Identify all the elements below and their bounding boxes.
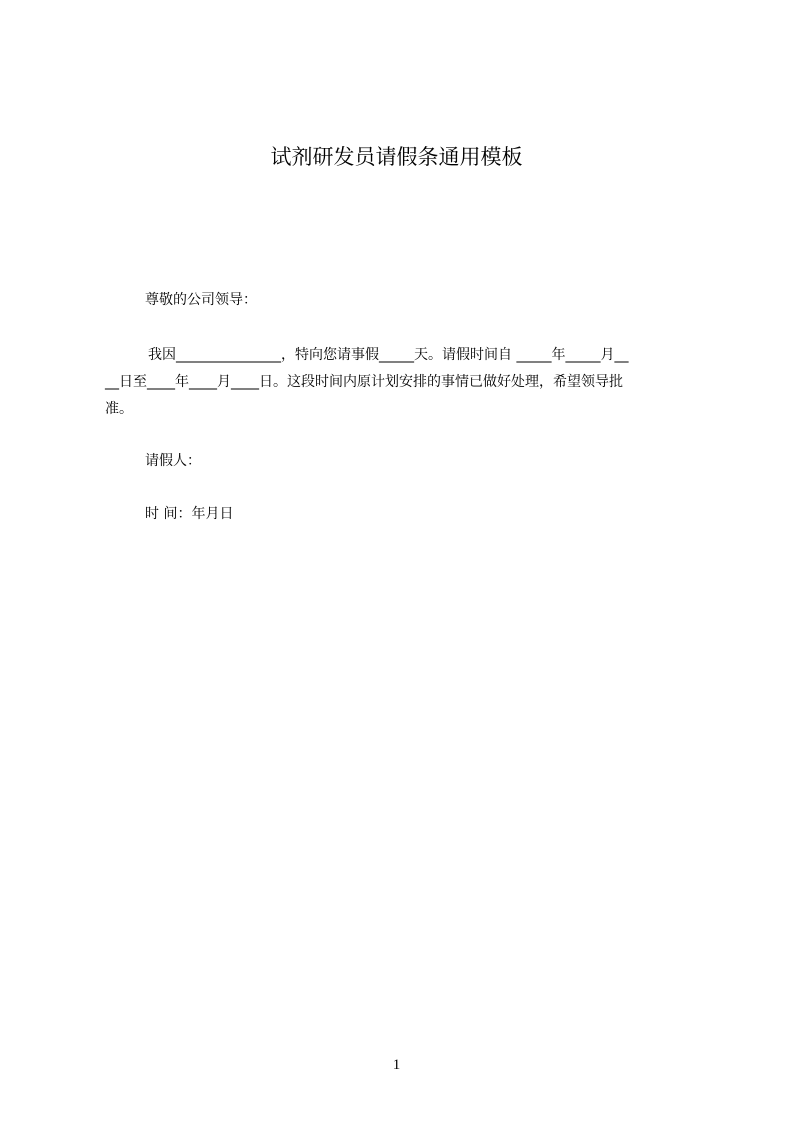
page-number: 1 [392,1057,401,1073]
body-line-3: 准。 [105,401,133,417]
body-line-1: 我因_______________，特向您请事假_____天。请假时间自 _____年_____月__ [148,347,629,363]
salutation: 尊敬的公司领导： [145,292,257,308]
leave-request-body [105,342,697,423]
date-line: 时 间：年月日 [145,506,234,522]
applicant-label: 请假人： [145,453,201,469]
body-line-2: __日至____年____月____日。这段时间内原计划安排的事情已做好处理，希望领导批 [105,374,623,390]
document-title: 试剂研发员请假条通用模板 [270,145,523,169]
